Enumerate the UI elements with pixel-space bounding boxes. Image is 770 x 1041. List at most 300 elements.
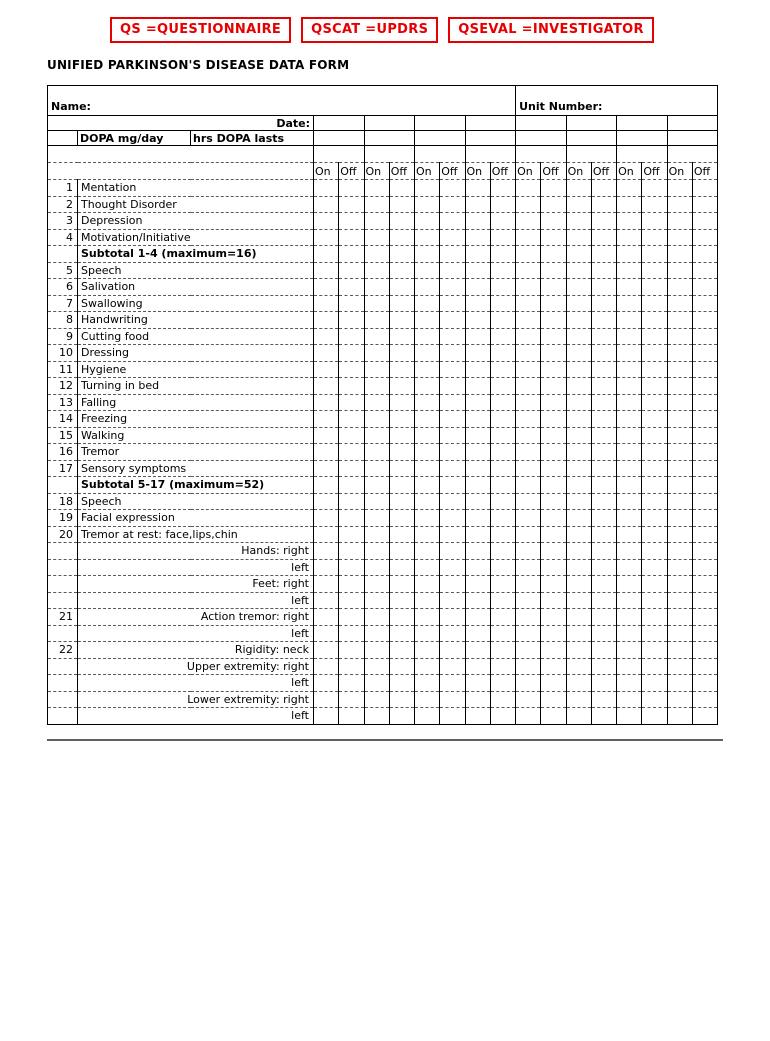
score-cell[interactable] [314, 559, 339, 576]
score-cell[interactable] [591, 625, 616, 642]
score-cell[interactable] [440, 262, 465, 279]
score-cell[interactable] [566, 592, 591, 609]
score-cell[interactable] [617, 279, 642, 296]
score-cell[interactable] [314, 213, 339, 230]
score-cell[interactable] [642, 394, 667, 411]
entry-cell[interactable] [667, 146, 718, 163]
score-cell[interactable] [339, 609, 364, 626]
score-cell[interactable] [566, 510, 591, 527]
score-cell[interactable] [692, 526, 717, 543]
score-cell[interactable] [617, 576, 642, 593]
score-cell[interactable] [642, 328, 667, 345]
score-cell[interactable] [541, 559, 566, 576]
score-cell[interactable] [667, 444, 692, 461]
score-cell[interactable] [566, 196, 591, 213]
score-cell[interactable] [389, 213, 414, 230]
score-cell[interactable] [389, 295, 414, 312]
score-cell[interactable] [541, 378, 566, 395]
score-cell[interactable] [617, 675, 642, 692]
score-cell[interactable] [415, 295, 440, 312]
score-cell[interactable] [541, 394, 566, 411]
score-cell[interactable] [465, 345, 490, 362]
score-cell[interactable] [364, 658, 389, 675]
name-field[interactable]: Name: [48, 86, 516, 116]
score-cell[interactable] [591, 229, 616, 246]
score-cell[interactable] [364, 312, 389, 329]
score-cell[interactable] [314, 328, 339, 345]
score-cell[interactable] [364, 592, 389, 609]
score-cell[interactable] [415, 411, 440, 428]
score-cell[interactable] [516, 295, 541, 312]
score-cell[interactable] [541, 196, 566, 213]
score-cell[interactable] [667, 378, 692, 395]
score-cell[interactable] [339, 675, 364, 692]
score-cell[interactable] [692, 213, 717, 230]
score-cell[interactable] [617, 180, 642, 197]
score-cell[interactable] [566, 691, 591, 708]
score-cell[interactable] [364, 213, 389, 230]
score-cell[interactable] [314, 675, 339, 692]
score-cell[interactable] [692, 312, 717, 329]
score-cell[interactable] [314, 477, 339, 494]
score-cell[interactable] [339, 543, 364, 560]
score-cell[interactable] [591, 609, 616, 626]
score-cell[interactable] [465, 576, 490, 593]
score-cell[interactable] [440, 592, 465, 609]
score-cell[interactable] [541, 345, 566, 362]
score-cell[interactable] [415, 510, 440, 527]
score-cell[interactable] [314, 609, 339, 626]
score-cell[interactable] [667, 510, 692, 527]
entry-cell[interactable] [314, 116, 365, 131]
score-cell[interactable] [617, 361, 642, 378]
score-cell[interactable] [566, 477, 591, 494]
score-cell[interactable] [642, 246, 667, 263]
score-cell[interactable] [364, 279, 389, 296]
score-cell[interactable] [490, 229, 515, 246]
entry-cell[interactable] [465, 146, 516, 163]
score-cell[interactable] [566, 658, 591, 675]
score-cell[interactable] [465, 609, 490, 626]
score-cell[interactable] [339, 658, 364, 675]
score-cell[interactable] [591, 708, 616, 725]
score-cell[interactable] [389, 477, 414, 494]
score-cell[interactable] [667, 196, 692, 213]
score-cell[interactable] [642, 427, 667, 444]
score-cell[interactable] [516, 427, 541, 444]
score-cell[interactable] [541, 543, 566, 560]
score-cell[interactable] [566, 279, 591, 296]
score-cell[interactable] [364, 328, 389, 345]
score-cell[interactable] [667, 609, 692, 626]
score-cell[interactable] [692, 625, 717, 642]
score-cell[interactable] [440, 196, 465, 213]
score-cell[interactable] [415, 328, 440, 345]
score-cell[interactable] [541, 295, 566, 312]
score-cell[interactable] [617, 625, 642, 642]
score-cell[interactable] [490, 427, 515, 444]
score-cell[interactable] [389, 609, 414, 626]
score-cell[interactable] [364, 196, 389, 213]
entry-cell[interactable] [617, 131, 668, 146]
score-cell[interactable] [389, 559, 414, 576]
score-cell[interactable] [490, 279, 515, 296]
entry-cell[interactable] [566, 146, 617, 163]
score-cell[interactable] [364, 444, 389, 461]
score-cell[interactable] [364, 229, 389, 246]
score-cell[interactable] [440, 229, 465, 246]
score-cell[interactable] [364, 345, 389, 362]
score-cell[interactable] [566, 675, 591, 692]
score-cell[interactable] [389, 510, 414, 527]
score-cell[interactable] [465, 213, 490, 230]
score-cell[interactable] [541, 609, 566, 626]
score-cell[interactable] [465, 675, 490, 692]
score-cell[interactable] [415, 576, 440, 593]
score-cell[interactable] [389, 493, 414, 510]
score-cell[interactable] [339, 642, 364, 659]
score-cell[interactable] [667, 493, 692, 510]
score-cell[interactable] [692, 510, 717, 527]
score-cell[interactable] [617, 708, 642, 725]
score-cell[interactable] [566, 460, 591, 477]
score-cell[interactable] [339, 427, 364, 444]
score-cell[interactable] [591, 592, 616, 609]
score-cell[interactable] [440, 675, 465, 692]
score-cell[interactable] [516, 312, 541, 329]
score-cell[interactable] [415, 592, 440, 609]
score-cell[interactable] [389, 708, 414, 725]
score-cell[interactable] [591, 444, 616, 461]
score-cell[interactable] [339, 576, 364, 593]
entry-cell[interactable] [667, 116, 718, 131]
score-cell[interactable] [389, 411, 414, 428]
score-cell[interactable] [389, 691, 414, 708]
score-cell[interactable] [667, 229, 692, 246]
score-cell[interactable] [516, 526, 541, 543]
entry-cell[interactable] [364, 131, 415, 146]
score-cell[interactable] [541, 427, 566, 444]
score-cell[interactable] [591, 394, 616, 411]
score-cell[interactable] [566, 295, 591, 312]
score-cell[interactable] [692, 427, 717, 444]
score-cell[interactable] [389, 229, 414, 246]
score-cell[interactable] [516, 180, 541, 197]
entry-cell[interactable] [415, 116, 466, 131]
score-cell[interactable] [617, 345, 642, 362]
score-cell[interactable] [692, 658, 717, 675]
score-cell[interactable] [667, 576, 692, 593]
score-cell[interactable] [364, 609, 389, 626]
score-cell[interactable] [667, 411, 692, 428]
score-cell[interactable] [364, 460, 389, 477]
score-cell[interactable] [364, 477, 389, 494]
score-cell[interactable] [566, 229, 591, 246]
score-cell[interactable] [667, 345, 692, 362]
score-cell[interactable] [516, 543, 541, 560]
score-cell[interactable] [642, 642, 667, 659]
score-cell[interactable] [692, 345, 717, 362]
score-cell[interactable] [541, 675, 566, 692]
score-cell[interactable] [415, 361, 440, 378]
score-cell[interactable] [389, 625, 414, 642]
score-cell[interactable] [415, 526, 440, 543]
score-cell[interactable] [389, 378, 414, 395]
score-cell[interactable] [692, 394, 717, 411]
score-cell[interactable] [364, 642, 389, 659]
score-cell[interactable] [490, 345, 515, 362]
score-cell[interactable] [440, 510, 465, 527]
entry-cell[interactable] [566, 131, 617, 146]
score-cell[interactable] [617, 543, 642, 560]
score-cell[interactable] [440, 427, 465, 444]
score-cell[interactable] [389, 642, 414, 659]
score-cell[interactable] [465, 361, 490, 378]
score-cell[interactable] [339, 444, 364, 461]
score-cell[interactable] [314, 444, 339, 461]
score-cell[interactable] [591, 361, 616, 378]
score-cell[interactable] [339, 262, 364, 279]
score-cell[interactable] [364, 427, 389, 444]
score-cell[interactable] [516, 493, 541, 510]
score-cell[interactable] [566, 378, 591, 395]
score-cell[interactable] [440, 246, 465, 263]
score-cell[interactable] [591, 378, 616, 395]
score-cell[interactable] [642, 262, 667, 279]
score-cell[interactable] [389, 328, 414, 345]
score-cell[interactable] [667, 675, 692, 692]
score-cell[interactable] [415, 658, 440, 675]
score-cell[interactable] [364, 361, 389, 378]
score-cell[interactable] [389, 246, 414, 263]
entry-cell[interactable] [415, 146, 466, 163]
score-cell[interactable] [314, 180, 339, 197]
score-cell[interactable] [364, 262, 389, 279]
score-cell[interactable] [314, 543, 339, 560]
score-cell[interactable] [591, 213, 616, 230]
score-cell[interactable] [617, 246, 642, 263]
score-cell[interactable] [591, 691, 616, 708]
score-cell[interactable] [389, 196, 414, 213]
score-cell[interactable] [541, 180, 566, 197]
score-cell[interactable] [490, 378, 515, 395]
score-cell[interactable] [692, 295, 717, 312]
score-cell[interactable] [490, 526, 515, 543]
score-cell[interactable] [642, 361, 667, 378]
score-cell[interactable] [440, 708, 465, 725]
entry-cell[interactable] [516, 146, 567, 163]
score-cell[interactable] [516, 708, 541, 725]
score-cell[interactable] [490, 246, 515, 263]
score-cell[interactable] [465, 708, 490, 725]
score-cell[interactable] [490, 394, 515, 411]
score-cell[interactable] [339, 477, 364, 494]
score-cell[interactable] [415, 609, 440, 626]
score-cell[interactable] [642, 295, 667, 312]
score-cell[interactable] [415, 477, 440, 494]
score-cell[interactable] [490, 559, 515, 576]
score-cell[interactable] [389, 526, 414, 543]
score-cell[interactable] [465, 427, 490, 444]
score-cell[interactable] [692, 361, 717, 378]
score-cell[interactable] [339, 378, 364, 395]
score-cell[interactable] [465, 312, 490, 329]
score-cell[interactable] [415, 394, 440, 411]
score-cell[interactable] [692, 411, 717, 428]
score-cell[interactable] [617, 295, 642, 312]
score-cell[interactable] [490, 691, 515, 708]
score-cell[interactable] [415, 180, 440, 197]
score-cell[interactable] [692, 559, 717, 576]
score-cell[interactable] [339, 526, 364, 543]
score-cell[interactable] [541, 642, 566, 659]
score-cell[interactable] [566, 576, 591, 593]
score-cell[interactable] [490, 708, 515, 725]
score-cell[interactable] [415, 262, 440, 279]
score-cell[interactable] [440, 345, 465, 362]
score-cell[interactable] [591, 345, 616, 362]
score-cell[interactable] [490, 543, 515, 560]
score-cell[interactable] [667, 246, 692, 263]
score-cell[interactable] [541, 411, 566, 428]
score-cell[interactable] [490, 196, 515, 213]
score-cell[interactable] [541, 691, 566, 708]
score-cell[interactable] [465, 625, 490, 642]
score-cell[interactable] [490, 642, 515, 659]
score-cell[interactable] [566, 559, 591, 576]
score-cell[interactable] [490, 460, 515, 477]
score-cell[interactable] [339, 295, 364, 312]
score-cell[interactable] [516, 576, 541, 593]
score-cell[interactable] [566, 180, 591, 197]
score-cell[interactable] [490, 444, 515, 461]
score-cell[interactable] [490, 576, 515, 593]
score-cell[interactable] [364, 378, 389, 395]
score-cell[interactable] [642, 378, 667, 395]
score-cell[interactable] [314, 394, 339, 411]
score-cell[interactable] [389, 394, 414, 411]
score-cell[interactable] [566, 411, 591, 428]
score-cell[interactable] [617, 213, 642, 230]
score-cell[interactable] [642, 675, 667, 692]
score-cell[interactable] [465, 279, 490, 296]
score-cell[interactable] [314, 246, 339, 263]
score-cell[interactable] [566, 246, 591, 263]
score-cell[interactable] [490, 361, 515, 378]
entry-cell[interactable] [314, 131, 365, 146]
score-cell[interactable] [667, 180, 692, 197]
entry-cell[interactable] [617, 116, 668, 131]
score-cell[interactable] [541, 328, 566, 345]
score-cell[interactable] [541, 592, 566, 609]
entry-cell[interactable] [617, 146, 668, 163]
score-cell[interactable] [541, 658, 566, 675]
score-cell[interactable] [314, 526, 339, 543]
score-cell[interactable] [465, 559, 490, 576]
score-cell[interactable] [490, 312, 515, 329]
score-cell[interactable] [642, 592, 667, 609]
score-cell[interactable] [642, 691, 667, 708]
score-cell[interactable] [617, 493, 642, 510]
score-cell[interactable] [516, 592, 541, 609]
score-cell[interactable] [642, 279, 667, 296]
score-cell[interactable] [314, 510, 339, 527]
score-cell[interactable] [642, 444, 667, 461]
score-cell[interactable] [314, 345, 339, 362]
score-cell[interactable] [692, 196, 717, 213]
score-cell[interactable] [465, 493, 490, 510]
score-cell[interactable] [364, 691, 389, 708]
score-cell[interactable] [339, 625, 364, 642]
score-cell[interactable] [440, 493, 465, 510]
score-cell[interactable] [415, 378, 440, 395]
score-cell[interactable] [667, 295, 692, 312]
score-cell[interactable] [339, 328, 364, 345]
score-cell[interactable] [465, 394, 490, 411]
score-cell[interactable] [692, 460, 717, 477]
score-cell[interactable] [339, 559, 364, 576]
score-cell[interactable] [617, 378, 642, 395]
score-cell[interactable] [692, 378, 717, 395]
score-cell[interactable] [389, 345, 414, 362]
score-cell[interactable] [516, 213, 541, 230]
score-cell[interactable] [591, 526, 616, 543]
score-cell[interactable] [667, 708, 692, 725]
score-cell[interactable] [566, 328, 591, 345]
score-cell[interactable] [339, 691, 364, 708]
score-cell[interactable] [566, 642, 591, 659]
score-cell[interactable] [339, 460, 364, 477]
score-cell[interactable] [667, 691, 692, 708]
score-cell[interactable] [314, 460, 339, 477]
score-cell[interactable] [415, 196, 440, 213]
score-cell[interactable] [339, 312, 364, 329]
score-cell[interactable] [516, 510, 541, 527]
score-cell[interactable] [566, 493, 591, 510]
score-cell[interactable] [541, 576, 566, 593]
score-cell[interactable] [440, 361, 465, 378]
score-cell[interactable] [692, 675, 717, 692]
score-cell[interactable] [516, 625, 541, 642]
score-cell[interactable] [541, 526, 566, 543]
score-cell[interactable] [692, 279, 717, 296]
score-cell[interactable] [465, 262, 490, 279]
score-cell[interactable] [617, 444, 642, 461]
score-cell[interactable] [314, 493, 339, 510]
score-cell[interactable] [516, 246, 541, 263]
score-cell[interactable] [541, 213, 566, 230]
score-cell[interactable] [667, 279, 692, 296]
score-cell[interactable] [617, 592, 642, 609]
score-cell[interactable] [364, 708, 389, 725]
score-cell[interactable] [339, 493, 364, 510]
score-cell[interactable] [364, 625, 389, 642]
score-cell[interactable] [692, 229, 717, 246]
score-cell[interactable] [415, 229, 440, 246]
score-cell[interactable] [617, 642, 642, 659]
score-cell[interactable] [541, 708, 566, 725]
score-cell[interactable] [516, 444, 541, 461]
score-cell[interactable] [541, 312, 566, 329]
score-cell[interactable] [314, 691, 339, 708]
score-cell[interactable] [591, 493, 616, 510]
score-cell[interactable] [516, 675, 541, 692]
score-cell[interactable] [339, 229, 364, 246]
score-cell[interactable] [339, 213, 364, 230]
score-cell[interactable] [642, 526, 667, 543]
score-cell[interactable] [667, 477, 692, 494]
score-cell[interactable] [642, 510, 667, 527]
